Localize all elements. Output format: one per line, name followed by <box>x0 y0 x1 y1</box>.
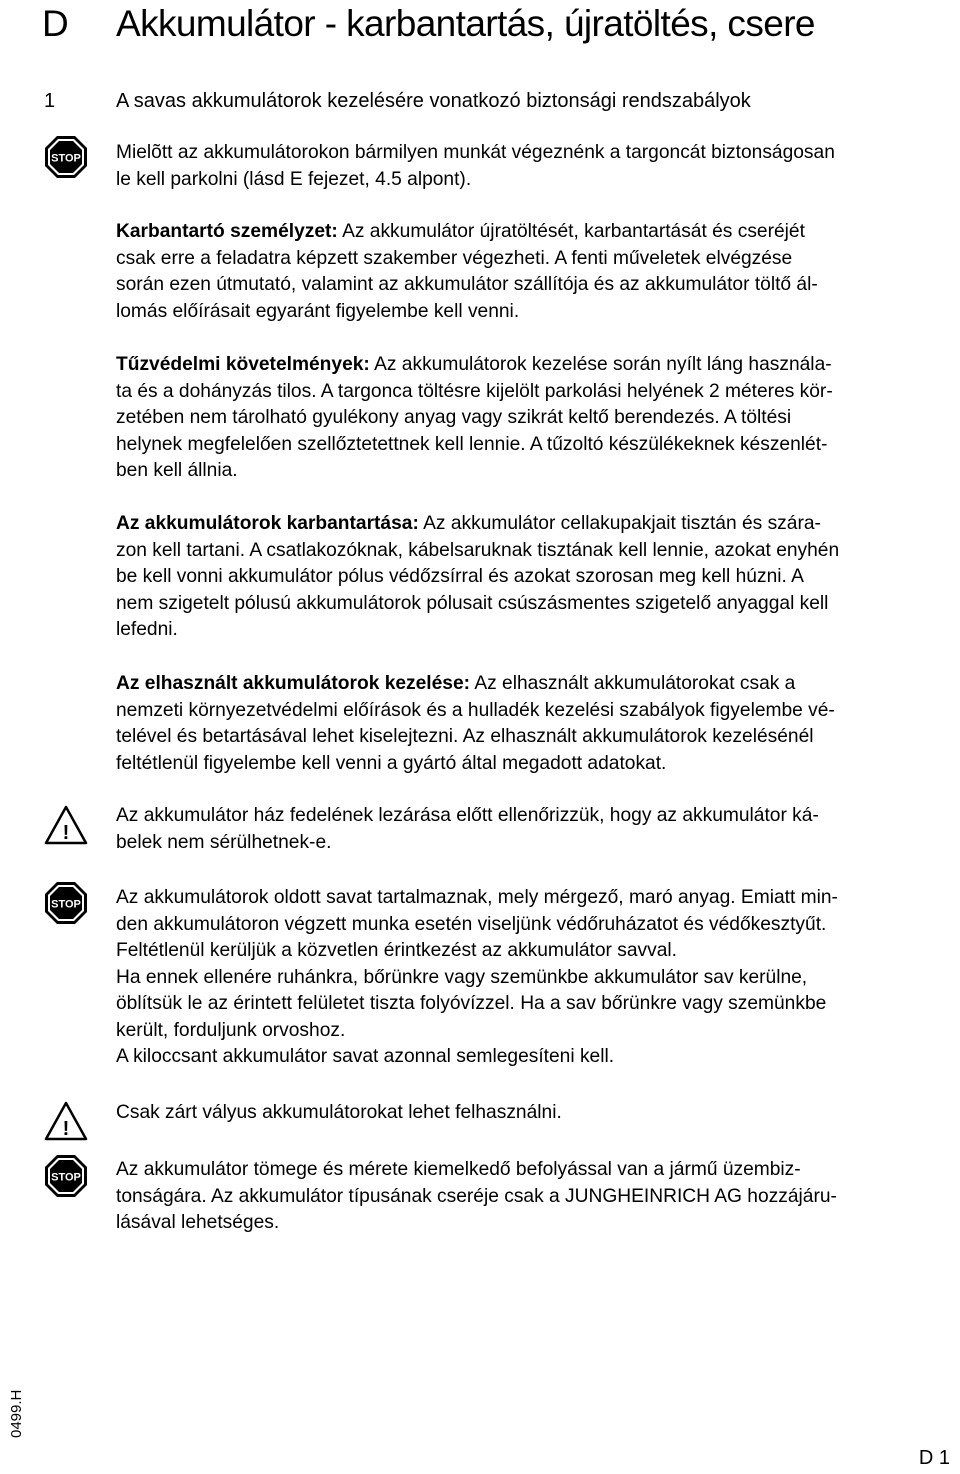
text-line: Feltétlenül kerüljük a közvetlen érintkezést az akkumulátor savval. <box>116 940 677 961</box>
paragraph-heading: Az elhasznált akkumulátorok kezelése: <box>116 673 471 694</box>
chapter-title: Akkumulátor - karbantartás, újratöltés, csere <box>116 3 815 44</box>
text-line: Ha ennek ellenére ruhánkra, bőrünkre vagy szemünkbe akkumulátor sav kerülne, <box>116 966 808 988</box>
stop-sign-label: STOP <box>51 152 81 165</box>
section-number: 1 <box>44 90 56 112</box>
text-line: került, forduljunk orvoshoz. <box>116 1019 346 1041</box>
text-line: öblítsük le az érintett felületet tiszta folyóvízzel. Ha a sav bőrünkre vagy szemünkbe <box>116 993 827 1014</box>
stop-sign-label: STOP <box>51 898 81 911</box>
paragraph-p6 <box>116 803 956 856</box>
paragraph-heading: Az akkumulátorok karbantartása: <box>116 513 419 534</box>
text-line: lefedni. <box>116 619 178 640</box>
text-line: Mielõtt az akkumulátorokon bármilyen munkát végeznénk a targoncát biztonságosan <box>116 142 835 163</box>
text-line: Az akkumulátor ház fedelének lezárása előtt ellenőrizzük, hogy az akkumulátor ká- <box>116 805 819 826</box>
text-line: A kiloccsant akkumulátor savat azonnal semlegesíteni kell. <box>116 1046 615 1067</box>
text-line: lomás előírásait egyaránt figyelembe kell venni. <box>116 300 520 322</box>
text-line: be kell vonni akkumulátor pólus védőzsírral és azokat szorosan meg kell húzni. A <box>116 566 804 587</box>
text-line: Az akkumulátor újratöltését, karbantartását és cseréjét <box>337 221 805 242</box>
paragraph-fire-safety <box>116 352 956 485</box>
paragraph-p1 <box>116 140 956 193</box>
text-line: Az akkumulátor cellakupakjait tisztán és szára- <box>418 513 821 534</box>
paragraph-used-battery-handling <box>116 671 956 777</box>
text-line: telével és betartásával lehet kiselejtezni. Az elhasznált akkumulátorok kezelésénél <box>116 726 814 747</box>
text-line: csak erre a feladatra képzett szakember végezheti. A fenti műveletek elvégzése <box>116 247 793 269</box>
section-title: A savas akkumulátorok kezelésére vonatkozó biztonsági rendszabályok <box>116 90 751 112</box>
text-line: ben kell állnia. <box>116 460 238 481</box>
warning-triangle-icon <box>44 804 88 848</box>
text-line: Az akkumulátorok oldott savat tartalmaznak, mely mérgező, maró anyag. Emiatt min- <box>116 887 838 908</box>
stop-sign-icon <box>44 1154 88 1198</box>
text-line: lásával lehetséges. <box>116 1212 280 1233</box>
document-code: 0499.H <box>8 1389 25 1438</box>
warning-label: ! <box>62 822 70 844</box>
paragraph-p8 <box>116 1100 956 1127</box>
text-line: során ezen útmutató, valamint az akkumulátor szállítója és az akkumulátor töltő ál- <box>116 274 818 295</box>
paragraph-heading: Karbantartó személyzet: <box>116 221 338 242</box>
text-line: den akkumulátoron végzett munka esetén viseljünk védőruházatot és védőkesztyűt. <box>116 913 827 935</box>
warning-triangle-icon <box>44 1100 88 1144</box>
paragraph-p9 <box>116 1157 956 1237</box>
text-line: Csak zárt vályus akkumulátorokat lehet felhasználni. <box>116 1102 562 1123</box>
text-line: Az akkumulátorok kezelése során nyílt láng használa- <box>369 354 832 375</box>
stop-sign-icon <box>44 135 88 179</box>
text-line: ta és a dohányzás tilos. A targonca töltésre kijelölt parkolási helyének 2 méteres kör- <box>116 380 833 402</box>
text-line: helynek megfelelően szellőztetettnek kell lennie. A tűzoltó készülékeknek készenlét- <box>116 433 828 455</box>
stop-sign-label: STOP <box>51 1171 81 1184</box>
text-line: nem szigetelt pólusú akkumulátorok pólusait csúszásmentes szigetelő anyaggal kell <box>116 592 829 614</box>
text-line: Az akkumulátor tömege és mérete kiemelkedő befolyással van a jármű üzembiz- <box>116 1159 801 1180</box>
stop-sign-icon <box>44 881 88 925</box>
text-line: zetében nem tárolható gyulékony anyag vagy szikrát keltő berendezés. A töltési <box>116 407 792 428</box>
text-line: le kell parkolni (lásd E fejezet, 4.5 alpont). <box>116 168 472 190</box>
text-line: belek nem sérülhetnek-e. <box>116 831 332 853</box>
text-line: feltétlenül figyelembe kell venni a gyártó által megadott adatokat. <box>116 752 667 774</box>
paragraph-maintenance-staff <box>116 219 956 325</box>
paragraph-p7 <box>116 885 956 1071</box>
warning-label: ! <box>62 1118 70 1140</box>
chapter-letter: D <box>42 3 69 44</box>
text-line: tonságára. Az akkumulátor típusának cseréje csak a JUNGHEINRICH AG hozzájáru- <box>116 1185 837 1207</box>
text-line: zon kell tartani. A csatlakozóknak, kábelsaruknak tisztának kell lennie, azokat enyhén <box>116 539 840 561</box>
text-line: Az elhasznált akkumulátorokat csak a <box>470 673 796 694</box>
page-number: D 1 <box>918 1447 950 1469</box>
text-line: nemzeti környezetvédelmi előírások és a hulladék kezelési szabályok figyelembe vé- <box>116 699 835 721</box>
paragraph-heading: Tűzvédelmi követelmények: <box>116 354 370 375</box>
paragraph-battery-maintenance <box>116 511 956 644</box>
